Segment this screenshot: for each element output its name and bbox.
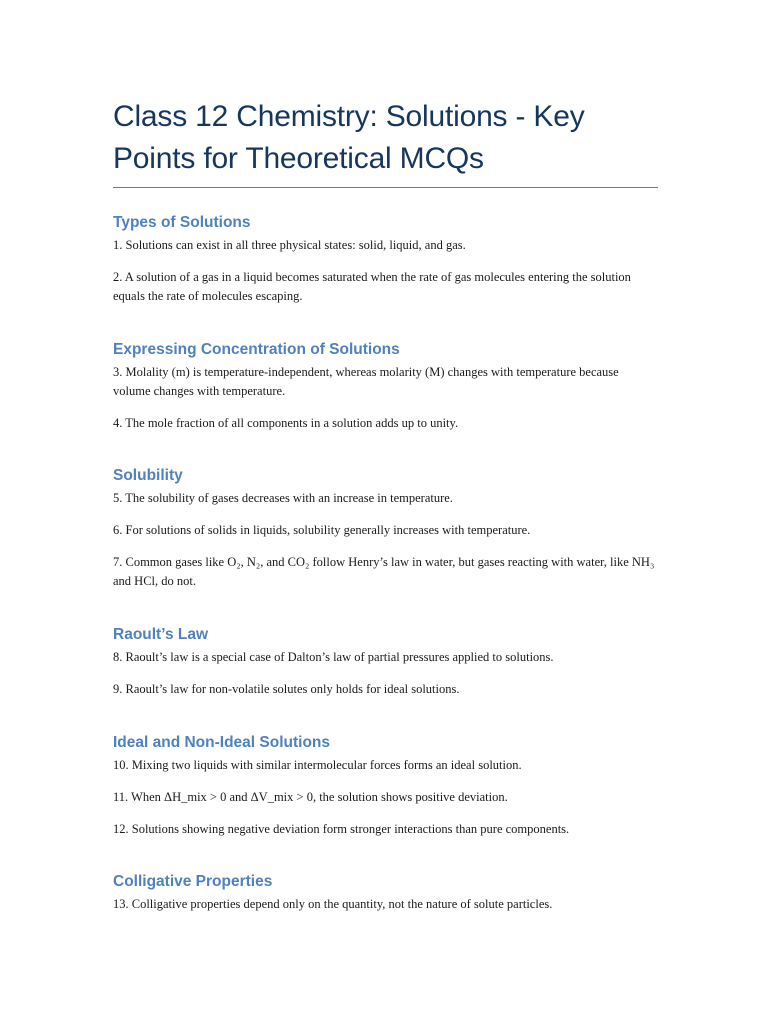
section-heading: Expressing Concentration of Solutions — [113, 341, 400, 358]
key-point-1: 1. Solutions can exist in all three physical states: solid, liquid, and gas. — [113, 238, 466, 252]
key-point-11: 11. When ΔH_mix > 0 and ΔV_mix > 0, the solution shows positive deviation. — [113, 790, 508, 804]
key-point-7: 7. Common gases like O₂, N₂, and CO₂ follow Henry’s law in water, but gases reacting with water, like NH₃ and HCl, do not. — [113, 555, 655, 588]
section-heading: Types of Solutions — [113, 214, 251, 231]
section-types-of-solutions — [113, 213, 658, 306]
section-heading: Colligative Properties — [113, 873, 273, 890]
section-solubility — [113, 466, 658, 591]
section-heading: Ideal and Non-Ideal Solutions — [113, 734, 331, 751]
document-title: Class 12 Chemistry: Solutions - Key Points for Theoretical MCQs — [113, 96, 658, 188]
document-page — [113, 0, 658, 911]
section-heading: Solubility — [113, 467, 183, 484]
key-point-4: 4. The mole fraction of all components in a solution adds up to unity. — [113, 416, 459, 430]
key-point-10: 10. Mixing two liquids with similar intermolecular forces forms an ideal solution. — [113, 758, 522, 772]
key-point-12: 12. Solutions showing negative deviation form stronger interactions than pure components. — [113, 822, 570, 836]
key-point-8: 8. Raoult’s law is a special case of Dalton’s law of partial pressures applied to solutions. — [113, 650, 554, 664]
key-point-2: 2. A solution of a gas in a liquid becomes saturated when the rate of gas molecules entering the solution equals the rate of molecules escaping. — [113, 270, 631, 303]
key-point-3: 3. Molality (m) is temperature-independent, whereas molarity (M) changes with temperature because volume changes with temperature. — [113, 365, 619, 398]
section-heading: Raoult’s Law — [113, 626, 209, 643]
key-point-13: 13. Colligative properties depend only on the quantity, not the nature of solute particles. — [113, 897, 553, 911]
section-expressing-concentration — [113, 340, 658, 433]
section-raoults-law — [113, 625, 658, 699]
key-point-6: 6. For solutions of solids in liquids, solubility generally increases with temperature. — [113, 523, 531, 537]
key-point-9: 9. Raoult’s law for non-volatile solutes only holds for ideal solutions. — [113, 682, 460, 696]
key-point-5: 5. The solubility of gases decreases with an increase in temperature. — [113, 491, 453, 505]
section-colligative-properties — [113, 872, 673, 914]
section-ideal-non-ideal — [113, 733, 673, 839]
